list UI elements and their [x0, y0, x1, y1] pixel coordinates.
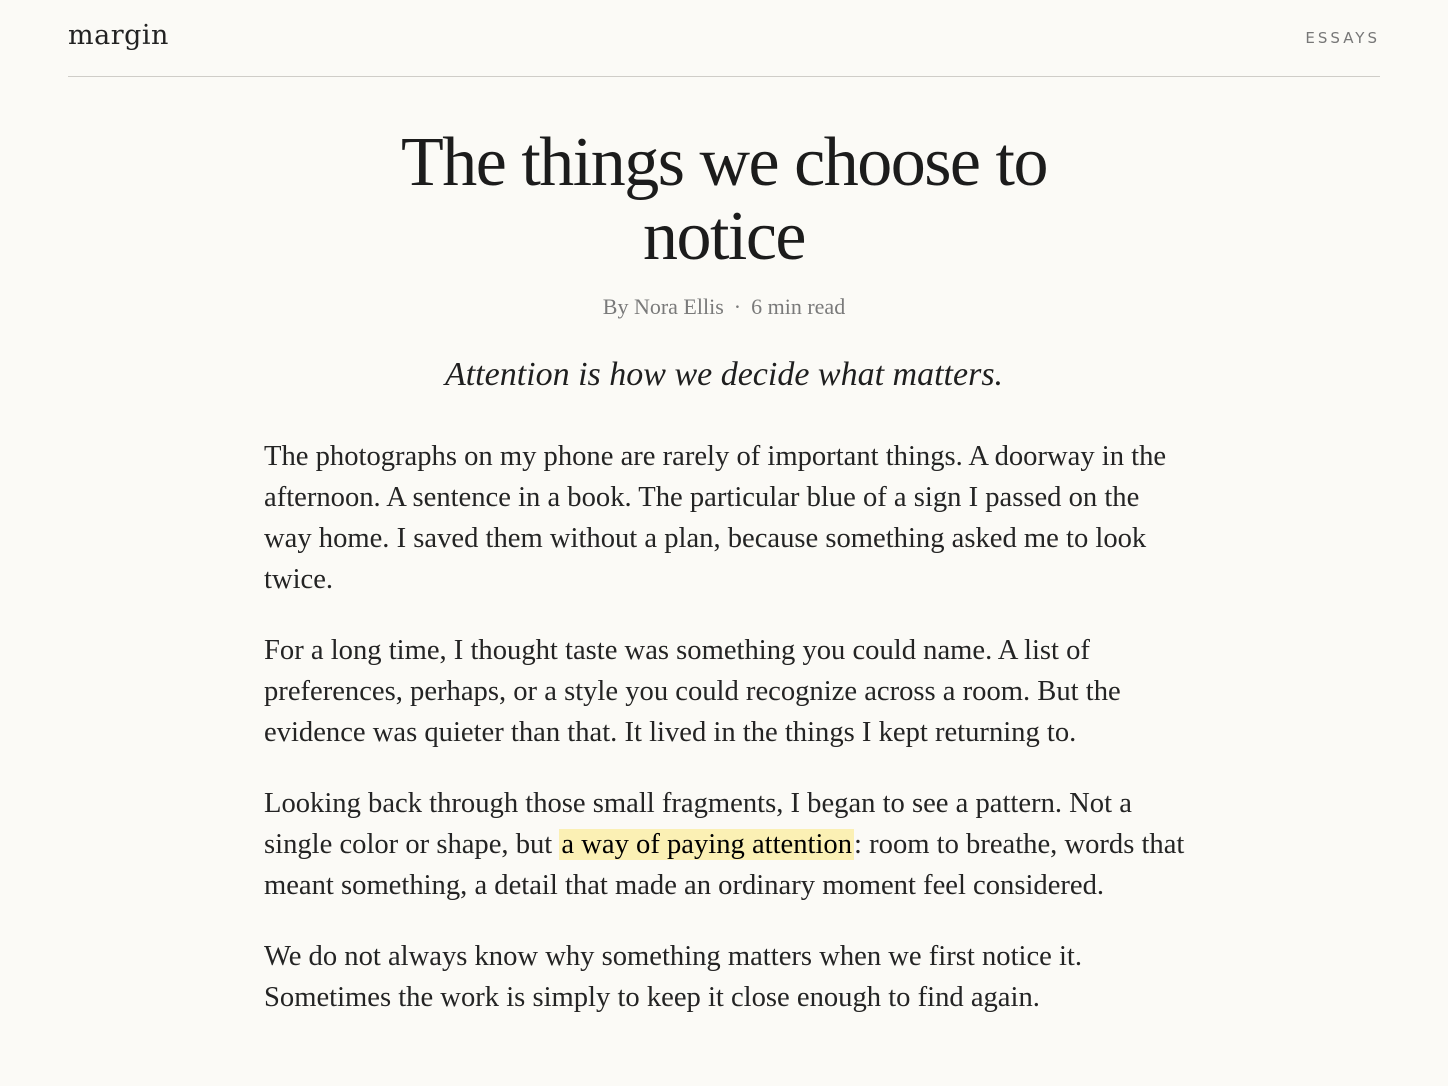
article-title: The things we choose to notice [401, 124, 1047, 275]
paragraph-2: For a long time, I thought taste was something you could name. A list of preferences, perhaps, or a style you could recognize across a room. But the evidence was quieter than that. It lived in the things I kept returning to. [264, 635, 1121, 748]
paragraph-3-text-after: : room to breathe, words that meant something, a detail that made an ordinary moment feel considered. [264, 829, 1185, 901]
paragraph-3 [264, 783, 1194, 906]
brand-logo[interactable]: margin [68, 20, 169, 51]
top-bar [68, 0, 1380, 77]
paragraph-1: The photographs on my phone are rarely of important things. A doorway in the afternoon. A sentence in a book. The particular blue of a sign I passed on the way home. I saved them without a plan, because something asked me to look twice. [264, 441, 1167, 595]
author-name: By Nora Ellis [602, 294, 724, 319]
highlighted-phrase: a way of paying attention [561, 829, 853, 860]
article-body [264, 436, 1194, 1048]
paragraph-4: We do not always know why something matters when we first notice it. Sometimes the work is simply to keep it close enough to find again. [264, 941, 1083, 1013]
read-time: 6 min read [751, 294, 846, 319]
nav-link-essays[interactable]: ESSAYS [1305, 29, 1380, 47]
byline [424, 294, 1024, 320]
byline-separator: · [733, 294, 742, 319]
article-dek: Attention is how we decide what matters. [444, 356, 1004, 393]
paragraph-3-text-before: Looking back through those small fragments, I began to see a pattern. Not a single color or shape, but [264, 788, 1132, 860]
